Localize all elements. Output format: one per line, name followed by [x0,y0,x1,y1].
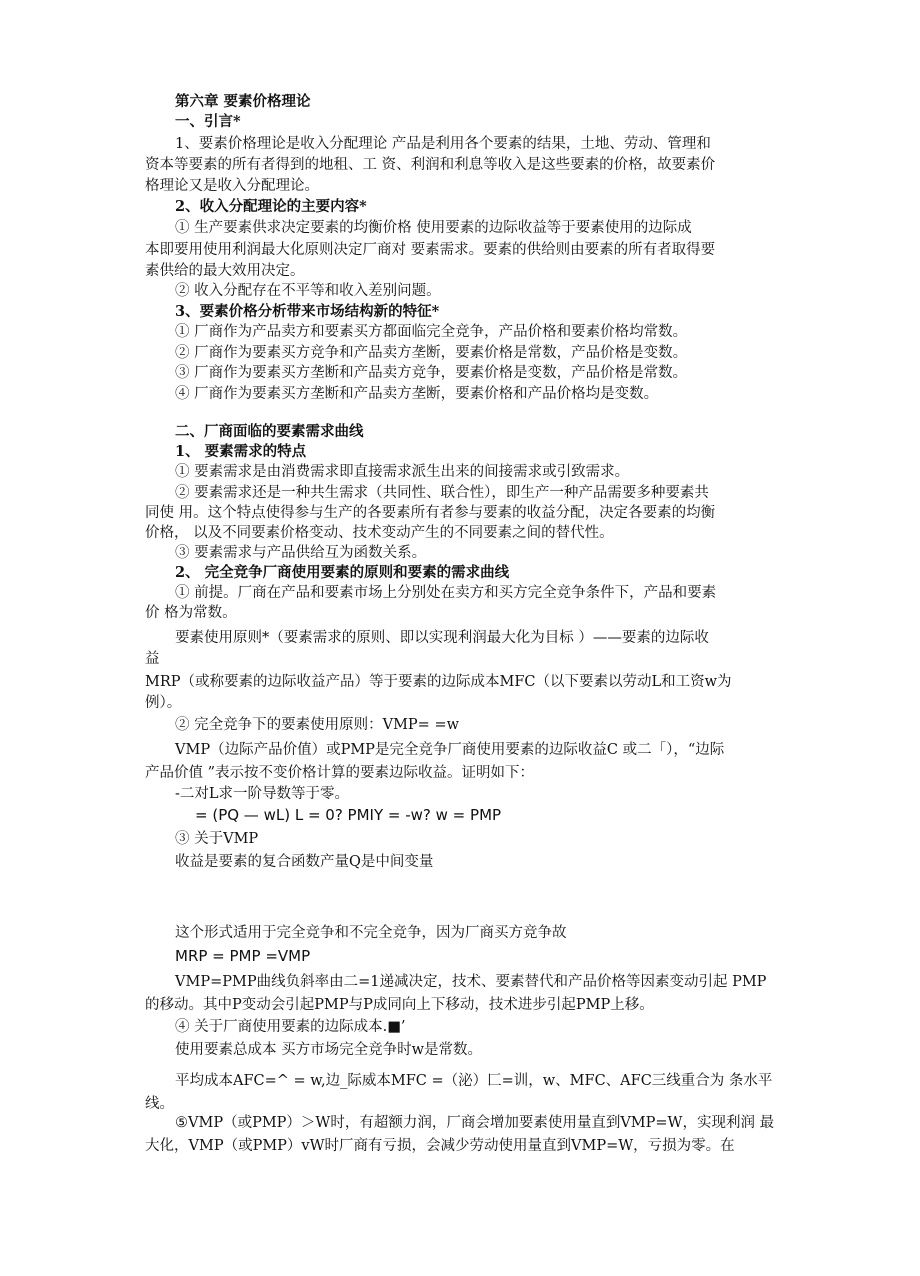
subsection-heading: 2、收入分配理论的主要内容* [175,198,367,215]
list-item: ① 厂商作为产品卖方和要素买方都面临完全竞争，产品价格和要素价格均常数。 [175,324,688,340]
paragraph-line: 收益是要素的复合函数产量Q是中间变量 [175,854,434,870]
list-item: ③ 关于VMP [175,831,259,847]
list-item: ⑤VMP（或PMP）＞W时，有超额力润，厂商会增加要素使用量直到VMP=W，实现利润 最 [175,1115,775,1131]
paragraph-line: 本即要用使用利润最大化原则决定厂商对 要素需求。要素的供给则由要素的所有者取得要 [145,242,716,258]
paragraph-line: 同使 用。这个特点使得参与生产的各要素所有者参与要素的收益分配，决定各要素的均衡 [145,505,716,521]
paragraph-line: ② 收入分配存在不平等和收入差别问题。 [175,283,441,299]
paragraph-line: 线。 [145,1096,174,1112]
paragraph-line: 价格， 以及不同要素价格变动、技术变动产生的不同要素之间的替代性。 [145,525,614,541]
section-heading: 二、厂商面临的要素需求曲线 [175,423,364,440]
subsection-heading: 3、要素价格分析带来市场结构新的特征* [175,303,440,320]
paragraph-line: 1、要素价格理论是收入分配理论 产品是利用各个要素的结果，土地、劳动、管理和 [175,136,711,152]
formula-line: MRP = PMP =VMP [175,947,311,965]
list-item: ③ 要素需求与产品供给互为函数关系。 [175,545,427,561]
paragraph-line: 素供给的最大效用决定。 [145,263,305,279]
paragraph-line: 益 [145,651,160,667]
paragraph-line: 平均成本AFC=^ = w,边_际威本MFC =（泌）匚=训，w、MFC、AFC三线重合为 条水平 [175,1073,773,1089]
chapter-title: 第六章 要素价格理论 [175,93,311,110]
list-item: ④ 厂商作为要素买方垄断和产品卖方垄断，要素价格和产品价格均是变数。 [175,386,659,402]
list-item: ① 要素需求是由消费需求即直接需求派生出来的间接需求或引致需求。 [175,464,630,480]
paragraph-line: 产品价值 ”表示按不变价格计算的要素边际收益。证明如下： [145,765,535,781]
paragraph-line: 格理论又是收入分配理论。 [145,178,319,194]
paragraph-line: 资本等要素的所有者得到的地租、工 资、利润和利息等收入是这些要素的价格，故要素价 [145,157,716,173]
paragraph-line: 大化，VMP（或PMP）vW时厂商有亏损，会减少劳动使用量直到VMP=W，亏损为零。在 [145,1138,735,1154]
paragraph-line: 例）。 [145,695,182,711]
paragraph-line: ① 生产要素供求决定要素的均衡价格 使用要素的边际收益等于要素使用的边际成 [175,220,692,236]
list-item: ③ 厂商作为要素买方垄断和产品卖方竞争，要素价格是变数，产品价格是常数。 [175,365,688,381]
paragraph-line: VMP（边际产品价值）或PMP是完全竞争厂商使用要素的边际收益C 或二「），“边际 [175,742,725,758]
paragraph-line: VMP=PMP曲线负斜率由二=1递减决定，技术、要素替代和产品价格等因素变动引起 PMP [175,974,767,990]
subsection-heading: 1、 要素需求的特点 [175,443,307,460]
list-item: ① 前提。厂商在产品和要素市场上分别处在卖方和买方完全竞争条件下，产品和要素 [175,585,717,601]
paragraph-line: 价 格为常数。 [145,605,237,621]
list-item: ② 完全竞争下的要素使用原则：VMP= =w [175,717,460,733]
list-item: ② 厂商作为要素买方竞争和产品卖方垄断，要素价格是常数，产品价格是变数。 [175,345,688,361]
paragraph-line: 的移动。其中P变动会引起PMP与P成同向上下移动，技术进步引起PMP上移。 [145,997,654,1013]
list-item: ④ 关于厂商使用要素的边际成本.■’ [175,1019,406,1035]
paragraph-line: 要素使用原则*（要素需求的原则、即以实现利润最大化为目标 ）——要素的边际收 [175,630,709,646]
formula-line: = (PQ — wL) L = 0? PMIY = -w? w = PMP [195,806,502,824]
section-heading: 一、引言* [175,113,241,130]
paragraph-line: 这个形式适用于完全竞争和不完全竞争，因为厂商买方竞争故 [175,925,567,941]
list-item: ② 要素需求还是一种共生需求（共同性、联合性），即生产一种产品需要多种要素共 [175,485,709,501]
paragraph-line: -二对L求一阶导数等于零。 [175,786,350,802]
paragraph-line: MRP（或称要素的边际收益产品）等于要素的边际成本MFC（以下要素以劳动L和工资w为 [145,674,732,690]
subsection-heading: 2、 完全竞争厂商使用要素的原则和要素的需求曲线 [175,564,510,581]
paragraph-line: 使用要素总成本 买方市场完全竞争时w是常数。 [175,1042,483,1058]
